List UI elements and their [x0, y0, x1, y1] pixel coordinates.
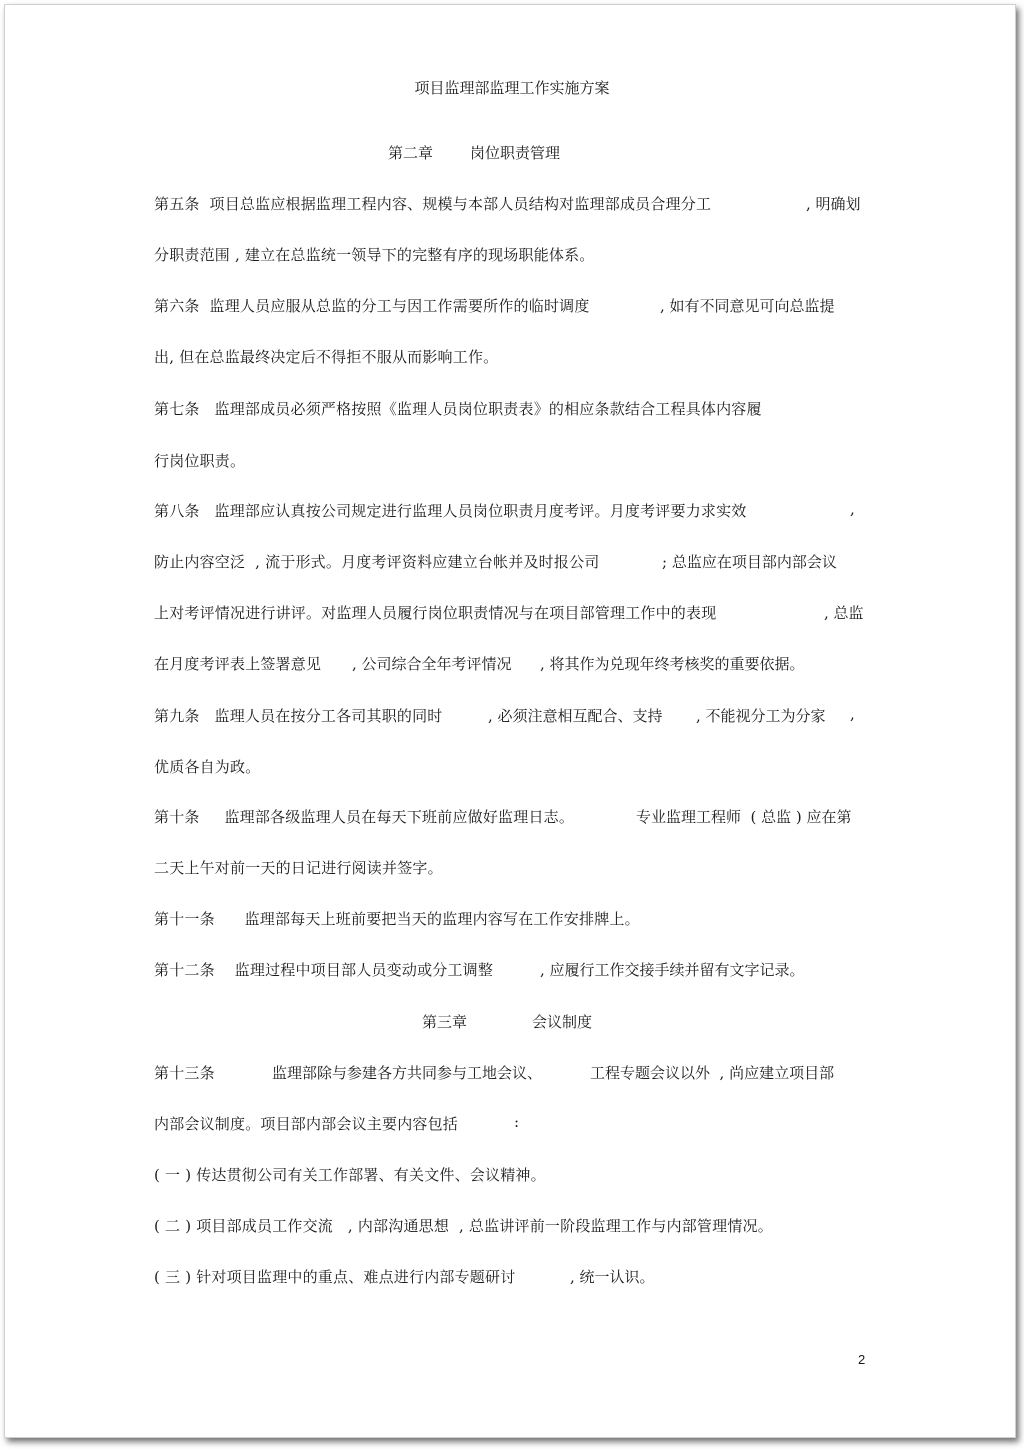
article-8-line-4-end: , 将其作为兑现年终考核奖的重要依据。 [540, 655, 805, 673]
article-8-line-2: 防止内容空泛 , 流于形式。月度考评资料应建立台帐并及时报公司 [154, 553, 600, 571]
article-8-line-1-end: , [850, 500, 855, 518]
article-8-line-3-end: , 总监 [824, 604, 864, 622]
article-7-line-2: 行岗位职责。 [154, 452, 246, 470]
article-11-line-1: 第十一条 监理部每天上班前要把当天的监理内容写在工作安排牌上。 [154, 910, 640, 928]
article-12-line-1-end: , 应履行工作交接手续并留有文字记录。 [540, 961, 805, 979]
article-9-line-1-end: , [850, 705, 855, 723]
article-6-line-1: 第六条 监理人员应服从总监的分工与因工作需要所作的临时调度 [154, 297, 590, 315]
article-13-line-2: 内部会议制度。项目部内部会议主要内容包括 [154, 1115, 459, 1133]
article-5-line-2: 分职责范围 , 建立在总监统一领导下的完整有序的现场职能体系。 [154, 246, 595, 264]
article-13-line-1: 第十三条 [154, 1064, 215, 1082]
list-item-1: ( 一 ) 传达贯彻公司有关工作部署、有关文件、会议精神。 [154, 1166, 546, 1184]
list-item-2: ( 二 ) 项目部成员工作交流 , 内部沟通思想 , 总监讲评前一阶段监理工作与内部管理情况。 [154, 1217, 773, 1235]
article-10-line-2: 二天上午对前一天的日记进行阅读并签字。 [154, 859, 443, 877]
article-5-line-1-end: , 明确划 [806, 195, 861, 213]
article-8-line-2-end: ; 总监应在项目部内部会议 [662, 553, 837, 571]
list-item-3: ( 三 ) 针对项目监理中的重点、难点进行内部专题研讨 [154, 1268, 516, 1286]
chapter-2-number: 第二章 [388, 144, 434, 162]
article-9-line-1-part-2: , 必须注意相互配合、支持 [488, 707, 663, 725]
article-13-line-1-part-2: 监理部除与参建各方共同参与工地会议、 [272, 1064, 543, 1082]
article-9-line-1: 第九条 监理人员在按分工各司其职的同时 [154, 707, 443, 725]
chapter-3-number: 第三章 [422, 1013, 468, 1031]
document-title: 项目监理部监理工作实施方案 [414, 79, 610, 97]
chapter-2-title: 岗位职责管理 [470, 144, 561, 162]
article-8-line-4-mid: , 公司综合全年考评情况 [352, 655, 512, 673]
article-7-line-1: 第七条 监理部成员必须严格按照《监理人员岗位职责表》的相应条款结合工程具体内容履 [154, 400, 762, 418]
article-9-line-1-part-3: , 不能视分工为分家 [696, 707, 826, 725]
article-6-line-1-end: , 如有不同意见可向总监提 [660, 297, 835, 315]
article-6-line-2: 出, 但在总监最终决定后不得拒不服从而影响工作。 [154, 348, 499, 366]
article-9-line-2: 优质各自为政。 [154, 758, 261, 776]
article-10-line-1: 第十条 监理部各级监理人员在每天下班前应做好监理日志。 [154, 808, 575, 826]
chapter-3-title: 会议制度 [532, 1013, 593, 1031]
article-13-line-2-end: : [514, 1113, 520, 1131]
article-8-line-4: 在月度考评表上签署意见 [154, 655, 322, 673]
article-8-line-3: 上对考评情况进行讲评。对监理人员履行岗位职责情况与在项目部管理工作中的表现 [154, 604, 717, 622]
list-item-3-end: , 统一认识。 [570, 1268, 655, 1286]
page-number: 2 [858, 1352, 866, 1367]
article-10-line-1-end: 专业监理工程师 ( 总监 ) 应在第 [636, 808, 852, 826]
article-13-line-1-end: 工程专题会议以外 , 尚应建立项目部 [590, 1064, 835, 1082]
article-12-line-1: 第十二条 监理过程中项目部人员变动或分工调整 [154, 961, 494, 979]
article-5-line-1: 第五条 项目总监应根据监理工程内容、规模与本部人员结构对监理部成员合理分工 [154, 195, 712, 213]
article-8-line-1: 第八条 监理部应认真按公司规定进行监理人员岗位职责月度考评。月度考评要力求实效 [154, 502, 747, 520]
